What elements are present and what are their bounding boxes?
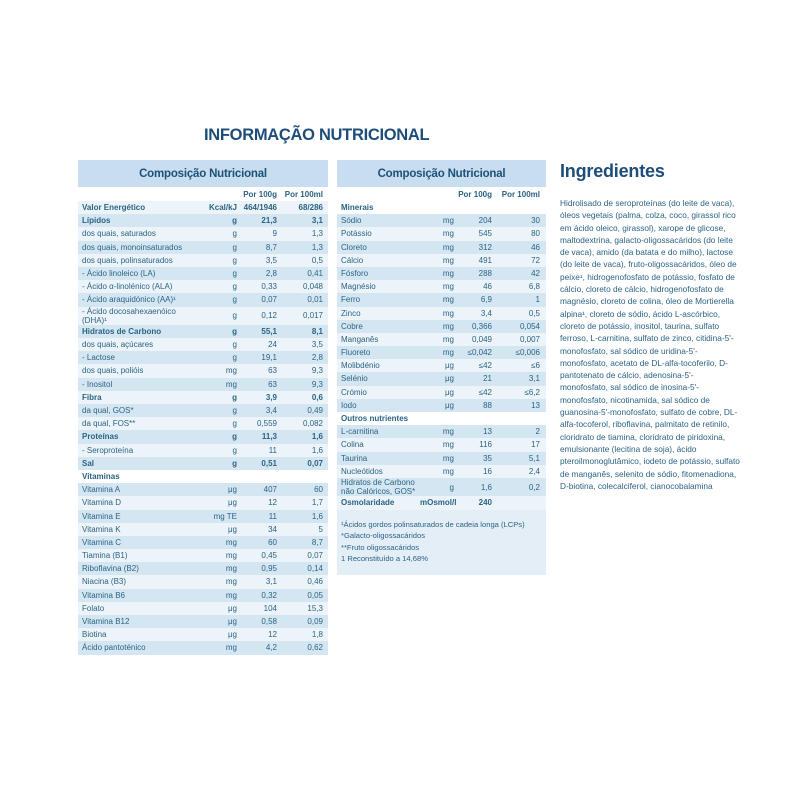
row-per100g: 0,12	[261, 311, 277, 321]
row-label: Lípidos	[82, 216, 111, 226]
row-unit: mg	[442, 348, 454, 358]
table-row	[337, 425, 546, 438]
row-unit: g	[232, 406, 237, 415]
row-unit: mg	[225, 379, 237, 389]
row-unit: g	[449, 482, 454, 492]
table-row	[78, 214, 328, 227]
column-headers-row	[337, 187, 546, 201]
row-label: Vitamina D	[82, 498, 121, 508]
table-row	[337, 267, 546, 280]
row-per100ml: 0,07	[307, 551, 323, 561]
row-per100g: 0,559	[256, 419, 277, 429]
table-row	[78, 430, 328, 443]
row-per100g: 21	[483, 374, 492, 384]
row-per100ml: 30	[531, 216, 540, 226]
row-label: Tiamina (B1)	[82, 551, 128, 561]
row-per100ml: 8,7	[311, 537, 323, 547]
table-row	[78, 589, 328, 602]
row-label: Fluoreto	[341, 348, 371, 358]
table-row	[78, 628, 328, 641]
table-row	[78, 496, 328, 509]
row-label: Vitamina C	[82, 537, 121, 547]
row-label: - Ácido docosahexaenóico (DHA)¹	[82, 306, 176, 325]
row-unit: g	[232, 353, 237, 363]
ingredients-text: Hidrolisado de seroproteínas (do leite de vaca), óleos vegetais (palma, colza, coco, girassol rico em ácido oleico, girassol), xarope de glicose, maltodextrina, galacto-oligossacáridos (do leite de vaca), amido (da batata e do milho), lactose (do leite de vaca), fruto-oligossacáridos, óleo de peixe¹, hidrogenofosfato de potássio, fosfato de cálcio, cloreto de cálcio, hidrogenofosfato de magnésio, cloreto de colina, óleo de Mortierella alpina¹, cloreto de sódio, ácido L-ascórbico, cloreto de potássio, inositol, taurina, sulfato ferroso, L-carnitina, sulfato de zinco, citidina-5'-monofosfato, sal sódico de uridina-5'-monofosfato, acetato de DL-alfa-tocoferilo, D-pantotenato de cálcio, adenosina-5'-monofosfato, sal sódico de inosina-5'-monofosfato, nicotinamida, sal sódico de guanosina-5'-monofosfato, sulfato de cobre, DL-alfa-tocoferol, riboflavina, palmitato de retinilo, cloridrato de tiamina, cloridrato de piridoxina, emulsionante (lecitina de soja), ácido pteroilmonoglutâmico, iodeto de potássio, sulfato de manganês, selenito de sódio, fitomenadiona, D-biotina, colecalciferol, cianocobalamina	[560, 198, 740, 491]
row-unit: μg	[227, 498, 237, 508]
row-per100ml: 0,41	[307, 268, 323, 278]
table-row	[337, 465, 546, 478]
row-label: Cloreto	[341, 242, 367, 252]
table-row	[78, 562, 328, 575]
table-row	[78, 351, 328, 364]
row-per100ml: 13	[531, 400, 540, 410]
row-per100g: 240	[478, 498, 492, 508]
row-label: Molibdénio	[341, 361, 380, 371]
row-per100ml: 42	[531, 268, 540, 278]
table-row	[78, 641, 328, 654]
row-label: - Ácido araquidónico (AA)¹	[82, 295, 176, 305]
row-per100ml: 0,6	[311, 392, 323, 402]
row-label: Niacina (B3)	[82, 577, 127, 587]
table-row	[78, 364, 328, 377]
table-row	[78, 338, 328, 351]
row-per100ml: 1	[535, 295, 540, 305]
row-per100g: 0,049	[471, 334, 492, 344]
table-row	[78, 615, 328, 628]
row-unit: g	[232, 282, 237, 292]
row-unit: mg	[225, 577, 237, 587]
row-unit: mg	[225, 564, 237, 574]
table-rows	[78, 201, 328, 655]
row-per100g: 11	[268, 511, 277, 521]
row-per100ml: 0,2	[528, 482, 540, 492]
footnotes	[337, 510, 546, 575]
row-per100g: 16	[483, 466, 492, 476]
row-unit: Kcal/kJ	[208, 203, 237, 212]
row-per100ml: 0,01	[307, 295, 323, 305]
row-label: Outros nutrientes	[341, 414, 409, 423]
row-unit: mg	[442, 242, 454, 252]
row-label: Crómio	[341, 387, 367, 397]
row-per100g: 464/1946	[243, 203, 277, 212]
row-label: - Inositol	[82, 379, 113, 389]
row-per100g: 204	[478, 216, 492, 226]
table-row	[337, 227, 546, 240]
row-per100g: 0,58	[261, 617, 277, 626]
table-row	[337, 320, 546, 333]
row-per100ml: 60	[314, 485, 323, 495]
row-per100ml: 1,8	[311, 630, 323, 640]
row-per100ml: 9,3	[311, 366, 323, 376]
row-per100ml: 15,3	[307, 603, 323, 613]
row-unit: mg	[442, 229, 454, 239]
row-label: Potássio	[341, 229, 372, 239]
composition-table-minerals	[337, 160, 546, 575]
row-label: Ferro	[341, 295, 361, 305]
row-per100ml: 0,07	[307, 458, 323, 468]
row-per100g: 3,1	[265, 577, 277, 587]
row-label: dos quais, monoinsaturados	[82, 242, 183, 252]
row-label: - Lactose	[82, 353, 115, 363]
row-unit: mg	[225, 590, 237, 600]
row-per100g: 11,3	[261, 432, 277, 442]
table-row	[78, 307, 328, 325]
row-per100ml: 80	[531, 229, 540, 239]
row-unit: g	[232, 392, 237, 402]
table-row	[337, 280, 546, 293]
row-label: Minerais	[341, 203, 374, 212]
table-row	[78, 378, 328, 391]
ingredients-panel	[560, 161, 740, 492]
table-row	[78, 470, 328, 483]
composition-table-main	[78, 160, 328, 655]
col-header-per100ml: Por 100ml	[501, 189, 540, 199]
row-label: dos quais, polióis	[82, 366, 144, 376]
row-per100g: 0,95	[261, 564, 277, 574]
row-unit: μg	[227, 524, 237, 534]
row-per100g: 34	[268, 524, 277, 534]
row-per100g: 19,1	[261, 353, 277, 363]
row-unit: μg	[444, 374, 454, 384]
table-row	[78, 227, 328, 240]
table-row	[78, 325, 328, 338]
row-unit: μg	[444, 361, 454, 371]
row-label: Ácido pantoténico	[82, 643, 146, 653]
row-per100g: 60	[268, 537, 277, 547]
row-per100g: 104	[263, 603, 277, 613]
table-row	[78, 404, 328, 417]
row-per100ml: 1,6	[311, 445, 323, 455]
row-per100g: 63	[268, 366, 277, 376]
row-per100ml: 5	[318, 524, 323, 534]
row-label: Nucleótidos	[341, 466, 383, 476]
row-per100g: 12	[268, 498, 277, 508]
row-per100ml: 3,5	[311, 340, 323, 350]
row-unit: mg	[442, 295, 454, 305]
table-row	[78, 254, 328, 267]
row-per100ml: 0,09	[307, 617, 323, 626]
row-per100ml: ≤0,006	[515, 348, 540, 358]
row-label: Manganês	[341, 334, 379, 344]
row-per100ml: 3,1	[311, 216, 323, 226]
row-unit: mg	[225, 643, 237, 653]
row-unit: μg	[227, 617, 237, 626]
table-rows	[337, 201, 546, 510]
table-row	[337, 412, 546, 425]
row-per100g: 288	[478, 268, 492, 278]
row-per100g: 55,1	[261, 326, 277, 336]
row-per100g: 116	[479, 440, 492, 450]
row-per100g: 35	[483, 453, 492, 463]
row-unit: μg	[444, 400, 454, 410]
table-row	[78, 280, 328, 293]
table-row	[78, 241, 328, 254]
table-row	[337, 346, 546, 359]
page-title: INFORMAÇÃO NUTRICIONAL	[204, 126, 430, 144]
row-label: Fósforo	[341, 268, 369, 278]
row-per100g: 13	[483, 427, 492, 437]
row-per100ml: 1,6	[311, 511, 323, 521]
row-per100ml: 0,5	[528, 308, 540, 318]
row-label: Biotina	[82, 630, 107, 640]
row-unit: mg	[442, 282, 454, 292]
table-row	[337, 438, 546, 451]
row-label: Hidratos de Carbono	[82, 326, 162, 336]
table-title: Composição Nutricional	[139, 167, 267, 180]
row-per100g: 88	[483, 400, 492, 410]
row-label: dos quais, polinsaturados	[82, 255, 173, 265]
row-label: - Ácido α-linolénico (ALA)	[82, 282, 173, 292]
row-per100ml: 0,048	[302, 282, 323, 292]
row-per100g: 407	[263, 485, 277, 495]
row-label: - Ácido linoleico (LA)	[82, 268, 156, 278]
row-per100g: 46	[483, 282, 492, 292]
row-per100g: 312	[478, 242, 492, 252]
row-unit: mg	[225, 551, 237, 561]
row-label: Colina	[341, 440, 364, 450]
table-row	[337, 214, 546, 227]
row-label: Fibra	[82, 392, 102, 402]
col-header-per100ml: Por 100ml	[284, 189, 323, 199]
row-unit: g	[232, 229, 237, 239]
table-row	[337, 452, 546, 465]
row-label: dos quais, açúcares	[82, 340, 154, 350]
row-label: da qual, FOS**	[82, 419, 136, 429]
footnote-line: **Fruto oligossacáridos	[341, 542, 420, 552]
row-per100ml: 0,14	[307, 564, 323, 574]
row-unit: μg	[227, 603, 237, 613]
row-per100ml: 1,6	[311, 432, 323, 442]
row-unit: mg TE	[213, 511, 237, 521]
row-per100g: 2,8	[265, 268, 277, 278]
ingredients-title: Ingredientes	[560, 161, 665, 181]
row-per100ml: 2,4	[528, 466, 540, 476]
table-row	[337, 201, 546, 214]
row-label: dos quais, saturados	[82, 229, 156, 239]
row-per100ml: 1,7	[311, 498, 323, 508]
table-row	[78, 523, 328, 536]
row-unit: mOsmol/l	[420, 498, 457, 508]
row-per100ml: 17	[531, 440, 540, 450]
table-row	[78, 267, 328, 280]
row-unit: μg	[227, 485, 237, 495]
row-per100ml: 0,46	[307, 577, 323, 587]
row-label: Osmolaridade	[341, 498, 395, 508]
row-per100g: 1,6	[480, 482, 492, 492]
row-label: Folato	[82, 603, 105, 613]
row-per100g: 4,2	[265, 643, 277, 653]
column-headers-row	[78, 187, 328, 201]
row-per100ml: 0,5	[311, 255, 323, 265]
row-per100g: 8,7	[265, 242, 277, 252]
row-unit: μg	[444, 387, 454, 397]
row-label: - Seroproteína	[82, 445, 134, 455]
row-per100ml: 5,1	[528, 453, 540, 463]
table-row	[78, 417, 328, 430]
row-per100ml: 0,054	[519, 321, 540, 331]
row-per100g: 0,51	[261, 458, 277, 468]
table-title: Composição Nutricional	[377, 167, 506, 180]
table-row	[78, 444, 328, 457]
row-label: Sal	[82, 458, 95, 468]
row-per100ml: 1,3	[311, 229, 323, 239]
row-per100g: ≤0,042	[467, 348, 492, 358]
row-per100ml: 0,05	[307, 590, 323, 600]
row-unit: mg	[225, 537, 237, 547]
row-per100ml: 1,3	[311, 242, 323, 252]
row-per100g: ≤42	[478, 361, 492, 371]
row-label: Vitamina A	[82, 485, 121, 495]
table-row	[78, 293, 328, 306]
row-per100g: 545	[478, 229, 492, 239]
row-label: Cobre	[341, 321, 363, 331]
table-row	[78, 483, 328, 496]
row-per100ml: 2,8	[311, 353, 323, 363]
row-label: da qual, GOS*	[82, 406, 134, 415]
row-label: Zinco	[341, 308, 361, 318]
row-label: Valor Energético	[82, 203, 146, 212]
table-row	[337, 293, 546, 306]
row-label: Proteínas	[82, 432, 119, 442]
footnote-line: ¹Ácidos gordos polinsaturados de cadeia longa (LCPs)	[341, 519, 525, 529]
row-unit: g	[232, 326, 237, 336]
table-row	[337, 399, 546, 412]
row-unit: g	[232, 311, 237, 321]
row-unit: g	[232, 458, 237, 468]
table-row	[78, 575, 328, 588]
row-unit: g	[232, 432, 237, 442]
row-unit: g	[232, 255, 237, 265]
row-unit: g	[232, 445, 237, 455]
row-per100ml: 0,49	[307, 406, 323, 415]
row-per100ml: 6,8	[528, 282, 540, 292]
table-row	[337, 478, 546, 496]
table-title-band	[337, 160, 546, 187]
col-header-per100g: Por 100g	[458, 189, 492, 199]
row-per100ml: 2	[535, 427, 540, 437]
row-label: Iodo	[341, 400, 357, 410]
row-per100g: 21,3	[261, 216, 277, 226]
row-per100g: 0,32	[261, 590, 277, 600]
table-row	[337, 241, 546, 254]
row-per100ml: 0,007	[519, 334, 540, 344]
row-unit: mg	[442, 440, 454, 450]
row-per100ml: 0,082	[302, 419, 323, 429]
table-row	[337, 496, 546, 509]
table-row	[78, 549, 328, 562]
row-label: Magnésio	[341, 282, 376, 292]
col-header-per100g: Por 100g	[243, 189, 277, 199]
row-per100ml: 3,1	[528, 374, 540, 384]
row-unit: mg	[442, 334, 454, 344]
row-label: Vitamina E	[82, 511, 121, 521]
row-per100g: 12	[268, 630, 277, 640]
table-title-band	[78, 160, 328, 187]
row-unit: g	[232, 340, 237, 350]
row-unit: mg	[442, 453, 454, 463]
row-per100g: 11	[268, 445, 277, 455]
row-per100ml: 72	[531, 255, 540, 265]
row-unit: mg	[442, 466, 454, 476]
table-row	[78, 536, 328, 549]
row-per100g: 0,07	[261, 295, 277, 305]
row-per100ml: 0,62	[307, 643, 323, 653]
row-per100g: 3,5	[265, 255, 277, 265]
row-label: Sódio	[341, 216, 362, 226]
row-per100ml: 0,017	[302, 311, 323, 321]
row-per100g: 0,33	[261, 282, 277, 292]
row-per100ml: 9,3	[311, 379, 323, 389]
row-per100ml: ≤6,2	[524, 387, 540, 397]
row-label: Vitamina B12	[82, 617, 130, 626]
row-label: Riboflavina (B2)	[82, 564, 139, 574]
row-per100g: 63	[268, 379, 277, 389]
row-per100g: 9	[272, 229, 277, 239]
row-per100g: 6,9	[480, 295, 492, 305]
row-unit: mg	[442, 255, 454, 265]
row-per100ml: 68/286	[298, 203, 323, 212]
row-per100g: 0,366	[471, 321, 492, 331]
table-row	[78, 391, 328, 404]
row-label: Vitaminas	[82, 471, 120, 481]
row-unit: mg	[442, 216, 454, 226]
table-row	[337, 307, 546, 320]
table-row	[78, 510, 328, 523]
row-per100ml: 46	[531, 242, 540, 252]
table-row	[78, 201, 328, 214]
row-per100g: 491	[478, 255, 492, 265]
row-label: Hidratos de Carbono não Calóricos, GOS*	[341, 477, 416, 497]
table-row	[337, 333, 546, 346]
row-unit: mg	[442, 427, 454, 437]
row-label: Vitamina B6	[82, 590, 125, 600]
row-per100g: 3,9	[265, 392, 277, 402]
row-per100g: 0,45	[261, 551, 277, 561]
row-unit: g	[232, 295, 237, 305]
row-per100g: 3,4	[480, 308, 492, 318]
row-unit: g	[232, 242, 237, 252]
table-row	[337, 372, 546, 385]
row-per100g: ≤42	[478, 387, 492, 397]
row-per100g: 3,4	[265, 406, 277, 415]
row-label: Vitamina K	[82, 524, 121, 534]
row-per100g: 24	[268, 340, 277, 350]
footnote-line: 1 Reconstituído a 14,68%	[341, 554, 428, 563]
row-unit: g	[232, 216, 237, 226]
row-label: Cálcio	[341, 255, 364, 265]
row-per100ml: 8,1	[311, 326, 323, 336]
row-label: L-carnitina	[341, 427, 379, 437]
table-row	[78, 457, 328, 470]
table-row	[337, 386, 546, 399]
row-unit: μg	[227, 630, 237, 640]
row-label: Selénio	[341, 374, 368, 384]
footnote-line: *Galacto-oligossacáridos	[341, 531, 425, 540]
row-label: Taurina	[341, 453, 368, 463]
row-unit: mg	[225, 366, 237, 376]
row-unit: g	[232, 419, 237, 429]
row-unit: g	[232, 268, 237, 278]
row-unit: mg	[442, 321, 454, 331]
row-per100ml: ≤6	[531, 361, 540, 371]
row-unit: mg	[442, 268, 454, 278]
table-row	[78, 602, 328, 615]
table-row	[337, 359, 546, 372]
table-row	[337, 254, 546, 267]
row-unit: mg	[442, 308, 454, 318]
